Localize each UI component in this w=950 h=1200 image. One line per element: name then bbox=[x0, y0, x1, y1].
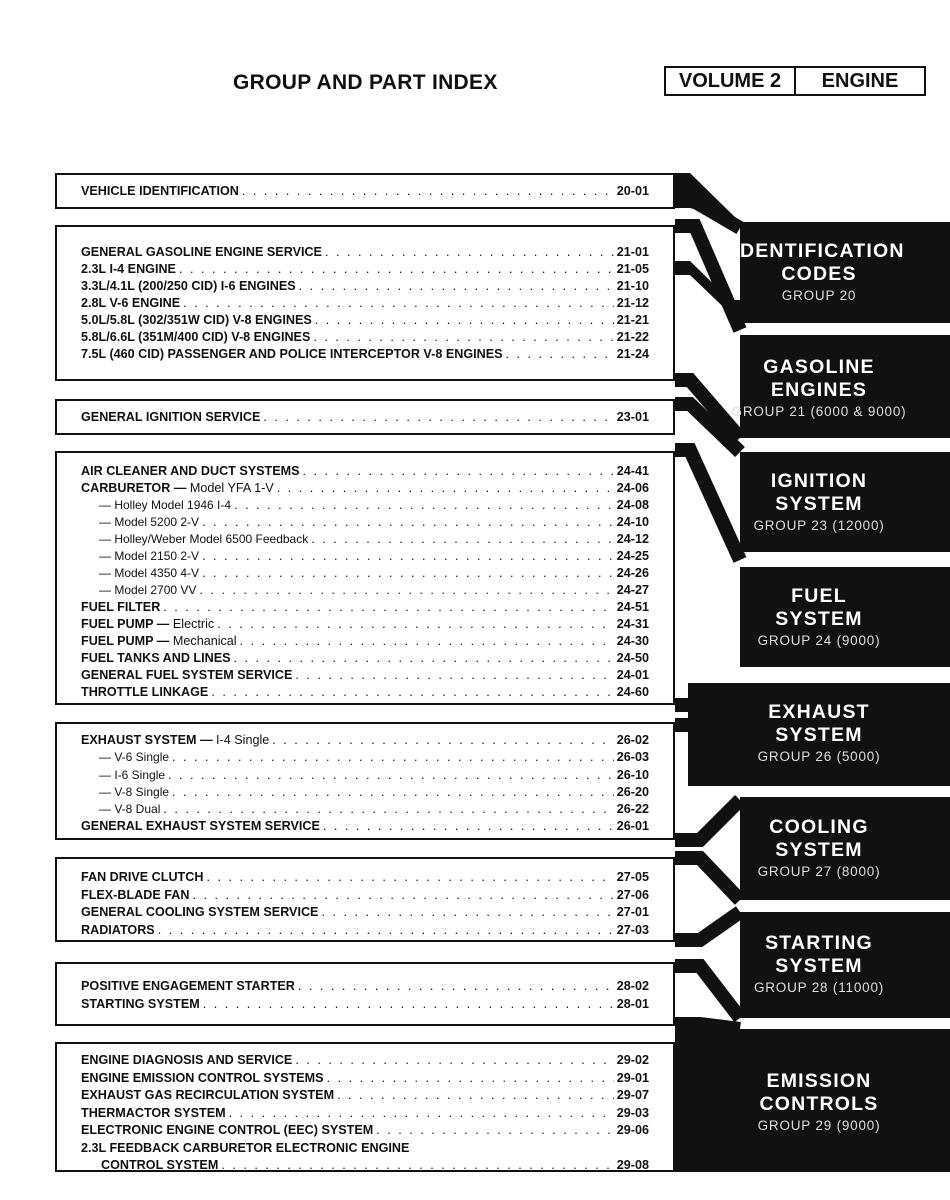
index-entry[interactable] bbox=[81, 312, 649, 329]
leader-dots bbox=[217, 616, 614, 633]
leader-dots bbox=[206, 869, 613, 887]
entry-label: FUEL PUMP — Mechanical bbox=[81, 634, 237, 648]
page-number: 24-41 bbox=[616, 464, 649, 478]
section-box-27 bbox=[55, 857, 675, 942]
tab-title-line: SYSTEM bbox=[775, 608, 863, 630]
index-entry[interactable] bbox=[81, 565, 649, 582]
index-entry[interactable] bbox=[81, 818, 649, 835]
index-entry[interactable] bbox=[81, 767, 649, 784]
index-entry[interactable] bbox=[81, 749, 649, 766]
leader-dots bbox=[234, 497, 614, 514]
tab-group-label: GROUP 21 (6000 & 9000) bbox=[731, 404, 907, 419]
page-number: 29-03 bbox=[616, 1105, 649, 1120]
page-number: 27-06 bbox=[616, 887, 649, 902]
entry-label: FUEL TANKS AND LINES bbox=[81, 651, 231, 665]
entry-label: 3.3L/4.1L (200/250 CID) I-6 ENGINES bbox=[81, 279, 296, 293]
section-box-26 bbox=[55, 722, 675, 840]
page-number: 27-01 bbox=[616, 905, 649, 919]
leader-dots bbox=[272, 732, 614, 749]
tab-exhaust[interactable] bbox=[688, 701, 950, 764]
index-entry[interactable] bbox=[81, 650, 649, 667]
leader-dots bbox=[313, 329, 613, 346]
index-entry[interactable] bbox=[81, 480, 649, 497]
leader-dots bbox=[172, 749, 614, 766]
entry-label: STARTING SYSTEM bbox=[81, 996, 200, 1011]
index-entry[interactable] bbox=[81, 278, 649, 295]
tab-gasoline-engines[interactable] bbox=[688, 356, 950, 419]
leader-dots bbox=[202, 565, 614, 582]
entry-label: FLEX-BLADE FAN bbox=[81, 887, 190, 902]
section-box-24 bbox=[55, 451, 675, 705]
index-entry[interactable] bbox=[81, 1157, 649, 1175]
entry-label: — Model 5200 2-V bbox=[99, 515, 200, 529]
page-number: 24-10 bbox=[616, 515, 649, 529]
leader-dots bbox=[295, 667, 613, 684]
section-box-28 bbox=[55, 962, 675, 1026]
page-number: 24-01 bbox=[616, 668, 649, 682]
leader-dots bbox=[163, 801, 613, 818]
entry-label: GENERAL IGNITION SERVICE bbox=[81, 410, 261, 424]
index-entry[interactable] bbox=[81, 616, 649, 633]
entry-label: ELECTRONIC ENGINE CONTROL (EEC) SYSTEM bbox=[81, 1123, 374, 1137]
entry-label: 2.3L FEEDBACK CARBURETOR ELECTRONIC ENGINE bbox=[81, 1140, 410, 1155]
tab-title-line: IGNITION bbox=[770, 470, 868, 492]
index-entry[interactable] bbox=[81, 801, 649, 818]
entry-label: 2.3L I-4 ENGINE bbox=[81, 262, 176, 276]
index-entry[interactable] bbox=[81, 732, 649, 749]
entry-label: GENERAL COOLING SYSTEM SERVICE bbox=[81, 905, 319, 919]
tab-title-line: CONTROLS bbox=[759, 1093, 879, 1115]
page-number: 24-06 bbox=[616, 481, 649, 495]
entry-label: GENERAL EXHAUST SYSTEM SERVICE bbox=[81, 819, 320, 834]
entry-label: POSITIVE ENGAGEMENT STARTER bbox=[81, 979, 295, 993]
index-entry[interactable] bbox=[81, 922, 649, 940]
page-title: GROUP AND PART INDEX bbox=[233, 71, 498, 94]
page-number: 26-22 bbox=[616, 802, 649, 817]
leader-dots bbox=[506, 346, 614, 363]
leader-dots bbox=[192, 887, 613, 905]
entry-label: FAN DRIVE CLUTCH bbox=[81, 870, 204, 884]
section-box-20 bbox=[55, 173, 675, 209]
entry-label: CONTROL SYSTEM bbox=[101, 1158, 219, 1172]
tab-title-line: GASOLINE bbox=[763, 356, 875, 378]
section-label: ENGINE bbox=[821, 69, 899, 92]
page-number: 26-03 bbox=[616, 750, 649, 765]
index-entry[interactable] bbox=[81, 514, 649, 531]
page-number: 29-02 bbox=[616, 1053, 649, 1067]
page-number: 24-31 bbox=[616, 617, 649, 631]
index-entry[interactable] bbox=[81, 784, 649, 801]
page-number: 24-60 bbox=[616, 685, 649, 699]
page-number: 21-24 bbox=[616, 347, 649, 361]
tab-title-line: EMISSION bbox=[766, 1070, 872, 1092]
leader-dots bbox=[311, 531, 614, 548]
tab-title-line: SYSTEM bbox=[775, 724, 863, 746]
entry-label: FUEL FILTER bbox=[81, 600, 161, 614]
leader-dots bbox=[211, 684, 613, 701]
leader-dots bbox=[323, 818, 614, 835]
tab-title-line: ENGINES bbox=[770, 379, 868, 401]
tab-title-line: EXHAUST bbox=[768, 701, 870, 723]
index-entry[interactable] bbox=[81, 409, 649, 427]
leader-dots bbox=[277, 480, 614, 497]
leader-dots bbox=[263, 409, 613, 427]
page-number: 24-25 bbox=[616, 549, 649, 563]
entry-label: — V-8 Single bbox=[99, 784, 170, 799]
entry-label: FUEL PUMP — Electric bbox=[81, 617, 215, 631]
leader-dots bbox=[303, 463, 614, 480]
page-number: 21-12 bbox=[616, 296, 649, 310]
leader-dots bbox=[183, 295, 614, 312]
index-entry[interactable] bbox=[81, 1105, 649, 1123]
page-number: 27-03 bbox=[616, 922, 649, 937]
index-entry[interactable] bbox=[81, 1070, 649, 1088]
index-entry[interactable] bbox=[81, 869, 649, 887]
leader-dots bbox=[295, 1052, 613, 1070]
leader-dots bbox=[229, 1105, 614, 1123]
entry-label: 7.5L (460 CID) PASSENGER AND POLICE INTERCEPTOR V-8 ENGINES bbox=[81, 347, 503, 361]
leader-dots bbox=[315, 312, 614, 329]
page-number: 29-06 bbox=[616, 1123, 649, 1137]
tab-title-line: STARTING bbox=[765, 932, 873, 954]
tab-group-label: GROUP 27 (8000) bbox=[757, 864, 881, 879]
leader-dots bbox=[168, 767, 614, 784]
tab-fuel[interactable] bbox=[688, 585, 950, 648]
tab-title-line: FUEL bbox=[791, 585, 847, 607]
index-entry[interactable] bbox=[81, 346, 649, 363]
page-number: 24-50 bbox=[616, 651, 649, 665]
index-entry[interactable] bbox=[81, 1052, 649, 1070]
section-box-21 bbox=[55, 225, 675, 381]
leader-dots bbox=[158, 922, 614, 940]
tab-title-line: COOLING bbox=[769, 816, 869, 838]
index-entry[interactable] bbox=[81, 996, 649, 1014]
tab-group-label: GROUP 28 (11000) bbox=[753, 980, 885, 995]
entry-label: — Holley Model 1946 I-4 bbox=[99, 498, 232, 512]
page-number: 24-12 bbox=[616, 532, 649, 546]
index-entry[interactable] bbox=[81, 599, 649, 616]
page-number: 29-01 bbox=[616, 1070, 649, 1085]
section-box-29 bbox=[55, 1042, 675, 1172]
page-number: 27-05 bbox=[616, 870, 649, 884]
tab-group-label: GROUP 20 bbox=[781, 288, 857, 303]
tab-group-label: GROUP 23 (12000) bbox=[753, 518, 885, 533]
page-number: 26-10 bbox=[616, 767, 649, 782]
page-number: 24-51 bbox=[616, 600, 649, 614]
index-entry[interactable] bbox=[81, 887, 649, 905]
leader-dots bbox=[163, 599, 613, 616]
page-number: 20-01 bbox=[616, 184, 649, 198]
page-number: 21-21 bbox=[616, 313, 649, 327]
tab-title-line: SYSTEM bbox=[775, 839, 863, 861]
entry-label: GENERAL GASOLINE ENGINE SERVICE bbox=[81, 245, 322, 259]
page-number: 23-01 bbox=[616, 410, 649, 424]
index-entry[interactable] bbox=[81, 633, 649, 650]
leader-dots bbox=[199, 582, 613, 599]
tab-cooling[interactable] bbox=[688, 816, 950, 879]
index-entry[interactable] bbox=[81, 1140, 649, 1158]
entry-label: ENGINE DIAGNOSIS AND SERVICE bbox=[81, 1053, 293, 1067]
index-entry[interactable] bbox=[81, 978, 649, 996]
leader-dots bbox=[234, 650, 614, 667]
entry-label: EXHAUST GAS RECIRCULATION SYSTEM bbox=[81, 1088, 335, 1102]
section-box-23 bbox=[55, 399, 675, 435]
tab-ignition[interactable] bbox=[688, 470, 950, 533]
entry-label: THERMACTOR SYSTEM bbox=[81, 1105, 226, 1120]
leader-dots bbox=[299, 278, 614, 295]
leader-dots bbox=[325, 244, 614, 261]
leader-dots bbox=[179, 261, 614, 278]
page-number: 24-30 bbox=[616, 634, 649, 648]
page-number: 26-02 bbox=[616, 733, 649, 747]
page-number: 26-01 bbox=[616, 819, 649, 834]
leader-dots bbox=[321, 904, 613, 922]
leader-dots bbox=[172, 784, 614, 801]
entry-label: 5.0L/5.8L (302/351W CID) V-8 ENGINES bbox=[81, 313, 312, 327]
entry-label: 5.8L/6.6L (351M/400 CID) V-8 ENGINES bbox=[81, 330, 311, 344]
page-number: 28-01 bbox=[616, 996, 649, 1011]
tab-group-label: GROUP 26 (5000) bbox=[757, 749, 881, 764]
entry-label: — Model 2150 2-V bbox=[99, 549, 200, 563]
leader-dots bbox=[202, 514, 614, 531]
index-entry[interactable] bbox=[81, 261, 649, 278]
entry-label: EXHAUST SYSTEM — I-4 Single bbox=[81, 733, 270, 747]
tab-starting[interactable] bbox=[688, 932, 950, 995]
entry-label: — V-8 Dual bbox=[99, 802, 161, 817]
page-number: 29-07 bbox=[616, 1088, 649, 1102]
volume-box bbox=[664, 66, 926, 96]
tab-group-label: GROUP 24 (9000) bbox=[757, 633, 881, 648]
entry-label: 2.8L V-6 ENGINE bbox=[81, 296, 181, 310]
tab-title-line: SYSTEM bbox=[775, 493, 863, 515]
page-number: 21-10 bbox=[616, 279, 649, 293]
page-number: 21-01 bbox=[616, 245, 649, 259]
index-entry[interactable] bbox=[81, 244, 649, 261]
index-entry[interactable] bbox=[81, 531, 649, 548]
page-number: 24-26 bbox=[616, 566, 649, 580]
tab-emission[interactable] bbox=[688, 1070, 950, 1133]
page-number: 26-20 bbox=[616, 784, 649, 799]
index-entry[interactable] bbox=[81, 463, 649, 480]
entry-label: THROTTLE LINKAGE bbox=[81, 685, 209, 699]
index-entry[interactable] bbox=[81, 667, 649, 684]
leader-dots bbox=[298, 978, 614, 996]
page-number: 21-22 bbox=[616, 330, 649, 344]
leader-dots bbox=[221, 1157, 613, 1175]
index-entry[interactable] bbox=[81, 1122, 649, 1140]
page-number: 29-08 bbox=[616, 1158, 649, 1172]
entry-label: — Model 4350 4-V bbox=[99, 566, 200, 580]
entry-label: — Model 2700 VV bbox=[99, 583, 197, 597]
page-number: 28-02 bbox=[616, 979, 649, 993]
tab-title-line: CODES bbox=[781, 263, 857, 285]
index-entry[interactable] bbox=[81, 684, 649, 701]
tab-title-line: SYSTEM bbox=[775, 955, 863, 977]
leader-dots bbox=[327, 1070, 614, 1088]
leader-dots bbox=[376, 1122, 614, 1140]
entry-label: RADIATORS bbox=[81, 922, 155, 937]
page-number: 21-05 bbox=[616, 262, 649, 276]
index-entry[interactable] bbox=[81, 329, 649, 346]
entry-label: ENGINE EMISSION CONTROL SYSTEMS bbox=[81, 1070, 324, 1085]
entry-label: — I-6 Single bbox=[99, 767, 166, 782]
volume-label: VOLUME 2 bbox=[678, 69, 782, 92]
entry-label: — Holley/Weber Model 6500 Feedback bbox=[99, 532, 309, 546]
entry-label: GENERAL FUEL SYSTEM SERVICE bbox=[81, 668, 293, 682]
page-number: 24-27 bbox=[616, 583, 649, 597]
entry-label: VEHICLE IDENTIFICATION bbox=[81, 184, 239, 198]
leader-dots bbox=[242, 183, 614, 201]
entry-label: — V-6 Single bbox=[99, 750, 170, 765]
index-entry[interactable] bbox=[81, 497, 649, 514]
index-entry[interactable] bbox=[81, 295, 649, 312]
entry-label: CARBURETOR — Model YFA 1-V bbox=[81, 481, 274, 495]
index-entry[interactable] bbox=[81, 548, 649, 565]
leader-dots bbox=[202, 548, 614, 565]
tab-identification[interactable] bbox=[688, 240, 950, 303]
index-entry[interactable] bbox=[81, 183, 649, 201]
index-entry[interactable] bbox=[81, 1087, 649, 1105]
index-entry[interactable] bbox=[81, 582, 649, 599]
leader-dots bbox=[203, 996, 614, 1014]
leader-dots bbox=[240, 633, 614, 650]
tab-title-line: IDENTIFICATION bbox=[733, 240, 905, 262]
index-entry[interactable] bbox=[81, 904, 649, 922]
page-number: 24-08 bbox=[616, 498, 649, 512]
leader-dots bbox=[337, 1087, 614, 1105]
entry-label: AIR CLEANER AND DUCT SYSTEMS bbox=[81, 464, 300, 478]
tab-group-label: GROUP 29 (9000) bbox=[757, 1118, 881, 1133]
